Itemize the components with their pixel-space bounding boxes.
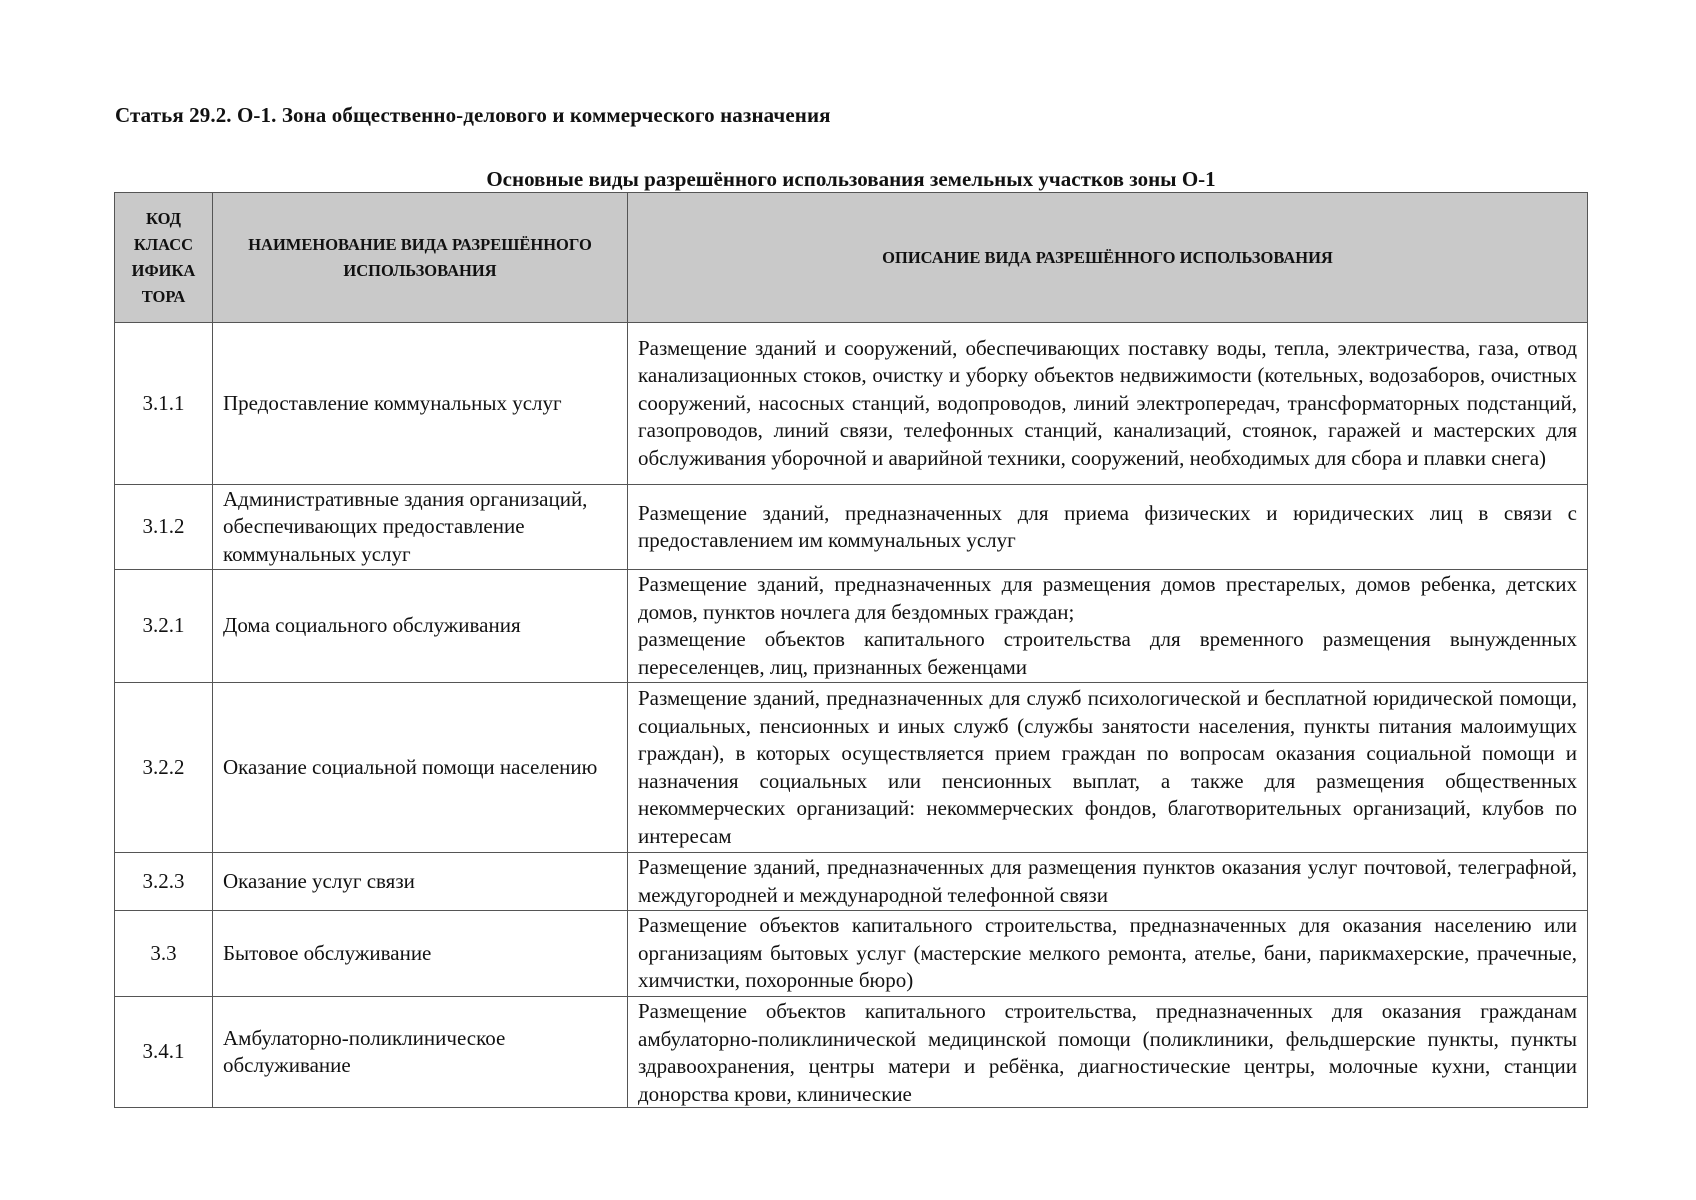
row-code: 3.2.1 [115, 570, 213, 683]
row-code: 3.2.2 [115, 683, 213, 853]
row-description: Размещение зданий, предназначенных для приема физических и юридических лиц в связи с предоставлением им коммунальных услуг [628, 485, 1588, 570]
row-code: 3.1.1 [115, 323, 213, 485]
row-description: Размещение зданий и сооружений, обеспечивающих поставку воды, тепла, электричества, газа, отвод канализационных стоков, очистку и уборку объектов недвижимости (котельных, водозаборов, очистных сооружений, насосных станций, водопроводов, линий электропередач, трансформаторных подстанций, газопроводов, линий связи, телефонных станций, канализаций, стоянок, гаражей и мастерских для обслуживания уборочной и аварийной техники, сооружений, необходимых для сбора и плавки снега) [628, 323, 1588, 485]
row-name: Оказание услуг связи [213, 853, 628, 911]
row-name: Амбулаторно-поликлиническое обслуживание [213, 997, 628, 1108]
header-description: ОПИСАНИЕ ВИДА РАЗРЕШЁННОГО ИСПОЛЬЗОВАНИЯ [628, 193, 1588, 323]
table-row [115, 485, 1588, 570]
row-code: 3.1.2 [115, 485, 213, 570]
table-caption: Основные виды разрешённого использования земельных участков зоны О-1 [486, 167, 1216, 191]
row-description-continued: размещение объектов капитального строительства для временного размещения вынужденных переселенцев, лиц, признанных беженцами [638, 627, 1577, 679]
row-code: 3.4.1 [115, 997, 213, 1108]
row-description: Размещение объектов капитального строительства, предназначенных для оказания гражданам амбулаторно-поликлинической медицинской помощи (поликлиники, фельдшерские пункты, пункты здравоохранения, центры матери и ребёнка, диагностические центры, молочные кухни, станции донорства крови, клинические [638, 999, 1577, 1106]
header-name: НАИМЕНОВАНИЕ ВИДА РАЗРЕШЁННОГО ИСПОЛЬЗОВАНИЯ [213, 193, 628, 323]
row-name: Предоставление коммунальных услуг [213, 323, 628, 485]
row-description: Размещение зданий, предназначенных для размещения пунктов оказания услуг почтовой, телеграфной, междугородней и международной телефонной связи [628, 853, 1588, 911]
table-row [115, 997, 1588, 1108]
table-row [115, 323, 1588, 485]
row-description: Размещение объектов капитального строительства, предназначенных для оказания населению или организациям бытовых услуг (мастерские мелкого ремонта, ателье, бани, парикмахерские, прачечные, химчистки, похоронные бюро) [628, 911, 1588, 997]
header-code: КОД КЛАСС ИФИКА ТОРА [115, 193, 213, 323]
article-title: Статья 29.2. О-1. Зона общественно-делового и коммерческого назначения [115, 103, 831, 127]
row-code: 3.2.3 [115, 853, 213, 911]
row-name: Оказание социальной помощи населению [213, 683, 628, 853]
table-row [115, 683, 1588, 853]
table-row [115, 911, 1588, 997]
permitted-use-table [114, 192, 1588, 1108]
row-code: 3.3 [115, 911, 213, 997]
row-description: Размещение зданий, предназначенных для размещения домов престарелых, домов ребенка, детских домов, пунктов ночлега для бездомных граждан; [638, 572, 1577, 624]
table-row [115, 853, 1588, 911]
table-row [115, 570, 1588, 683]
row-name: Бытовое обслуживание [213, 911, 628, 997]
row-description-cell [628, 570, 1588, 683]
row-name: Административные здания организаций, обеспечивающих предоставление коммунальных услуг [213, 485, 628, 570]
row-name: Дома социального обслуживания [213, 570, 628, 683]
row-description-cell [628, 997, 1588, 1108]
row-description: Размещение зданий, предназначенных для служб психологической и бесплатной юридической помощи, социальных, пенсионных и иных служб (службы занятости населения, пункты питания малоимущих граждан), в которых осуществляется прием граждан по вопросам оказания социальной помощи и назначения социальных или пенсионных выплат, а также для размещения общественных некоммерческих организаций: некоммерческих фондов, благотворительных организаций, клубов по интересам [628, 683, 1588, 853]
table-header-row [115, 193, 1588, 323]
